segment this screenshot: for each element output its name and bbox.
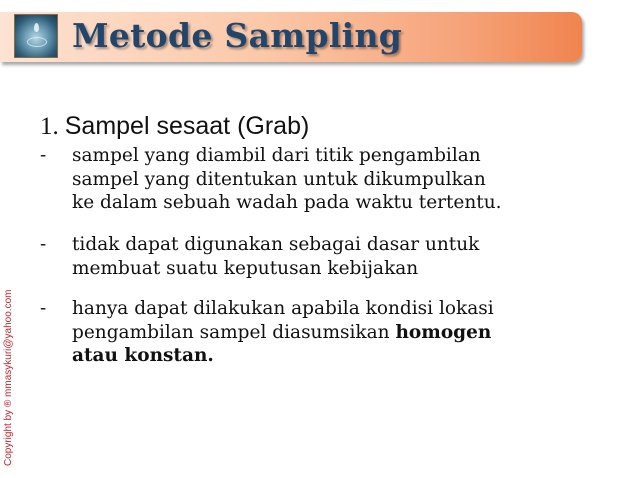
drop-shape	[34, 23, 39, 32]
section-heading	[40, 112, 309, 141]
bullet-line: sampel yang ditentukan untuk dikumpulkan	[72, 168, 486, 190]
bullet-line: membuat suatu keputusan kebijakan	[72, 257, 419, 279]
bullet-dash: -	[40, 145, 47, 166]
slide-title: Metode Sampling	[72, 16, 403, 55]
copyright-note: Copyright by ® mmasykuri@yahoo.com	[3, 289, 14, 466]
bullet-line	[72, 321, 494, 345]
bullet-line: ke dalam sebuah wadah pada waktu tertentu.	[72, 192, 502, 213]
bullet-line: sampel yang diambil dari titik pengambilan	[72, 145, 481, 166]
bullet-line: tidak dapat digunakan sebagai dasar untuk	[72, 234, 480, 255]
bullet-line	[72, 344, 494, 368]
bullet-dash: -	[40, 234, 47, 255]
bold-term: homogen	[395, 321, 492, 343]
heading-number: 1.	[40, 113, 59, 140]
heading-text: Sampel sesaat (Grab)	[64, 112, 310, 140]
bullet-dash: -	[40, 298, 47, 319]
water-drop-icon	[14, 14, 58, 58]
bullet-line: hanya dapat dilakukan apabila kondisi lokasi	[72, 298, 494, 319]
ripple-shape	[27, 37, 47, 47]
bullet-text: pengambilan sampel diasumsikan	[72, 321, 396, 343]
bold-term: atau konstan.	[72, 345, 214, 366]
